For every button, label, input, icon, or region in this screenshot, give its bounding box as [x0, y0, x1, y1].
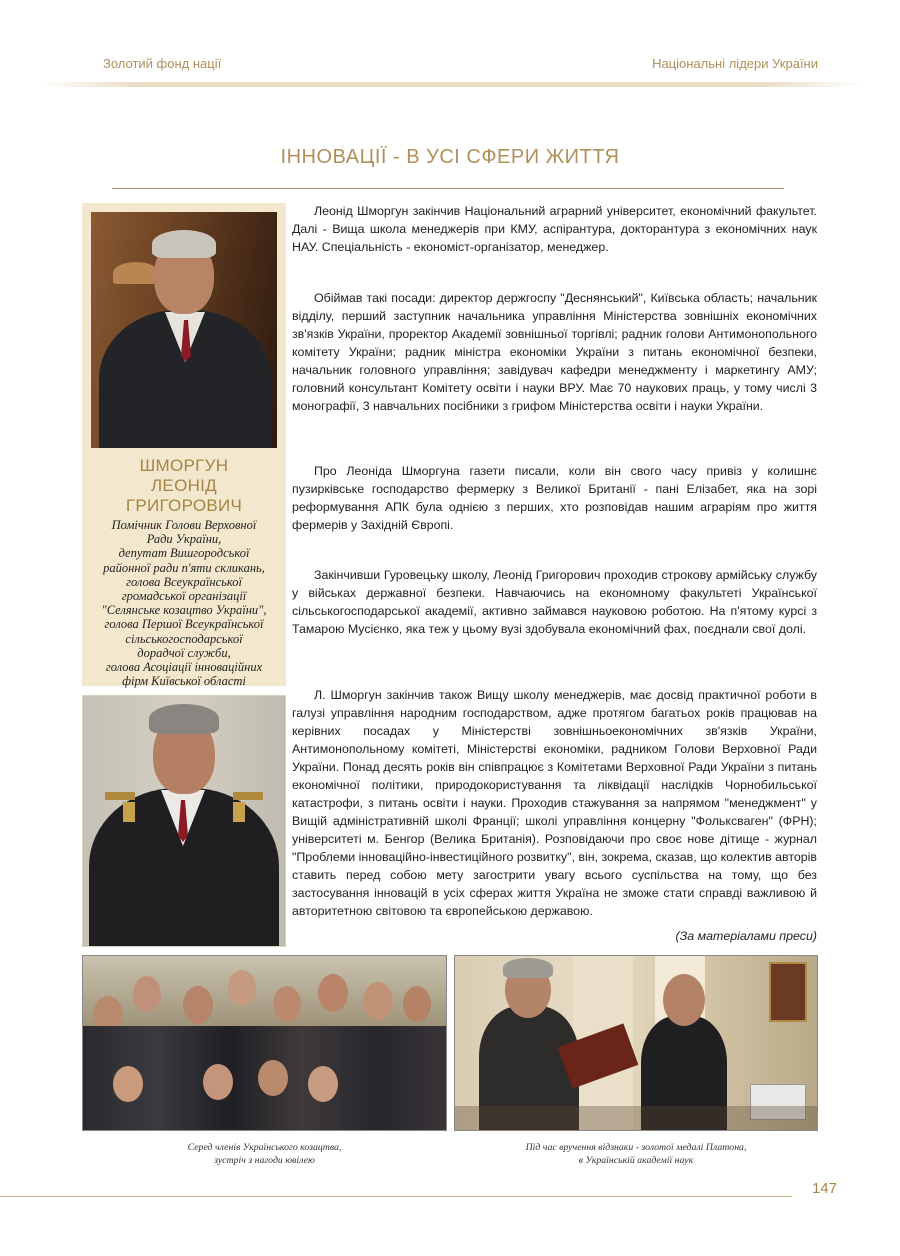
bio-line: голова Першої Всеукраїнської	[104, 617, 264, 632]
profile-bio	[82, 518, 286, 688]
page-number: 147	[811, 1180, 837, 1197]
bio-line: голова Асоціації інноваційних	[105, 660, 263, 675]
bio-line: Ради України,	[146, 532, 222, 547]
profile-name-block	[82, 456, 286, 688]
surname: ШМОРГУН	[139, 456, 229, 475]
group-photo	[82, 955, 447, 1131]
caption-line: Серед членів Українського козацтва,	[187, 1142, 342, 1153]
article-paragraph: Про Леоніда Шморгуна газети писали, коли він свого часу привіз у колишнє пузирківське господарство фермерку з Великої Британії - пані Елізабет, яка на зорі реформування АПК була однією з перших, хто розповідав нашим аграріям про життя фермерів у Західній Європі.	[292, 464, 817, 532]
bio-line: фірм Київської області	[122, 674, 246, 689]
article-source: (За матеріалами преси)	[675, 929, 817, 943]
caption-line: в Українській академії наук	[578, 1155, 694, 1166]
bio-line: Помічник Голови Верховної	[111, 518, 257, 532]
running-header-right: Національні лідери України	[652, 56, 818, 71]
first-name: ЛЕОНІД	[150, 476, 218, 495]
article-paragraph: Леонід Шморгун закінчив Національний аграрний університет, економічний факультет. Далі - Вища школа менеджерів при КМУ, аспірантура, докторантура з економічних наук НАУ. Спеціальність - економіст-організатор, менеджер.	[292, 204, 817, 254]
bio-line: районної ради п'яти скликань,	[103, 560, 265, 575]
bio-line: "Селянське козацтво України",	[101, 603, 267, 618]
article-paragraph: Закінчивши Гуровецьку школу, Леонід Григорович проходив строкову армійську службу у військах державної безпеки. Навчаючись на економному факультеті Української сільськогосподарської академії, активно займався науковою роботою. На п'ятому курсі з Тамарою Мусієнко, яка теж у цьому вузі здобувала економічний фах, поєднали свої долі.	[292, 568, 817, 636]
article-title: ІННОВАЦІЇ - В УСІ СФЕРИ ЖИТТЯ	[280, 146, 620, 168]
bio-line: голова Всеукраїнської	[126, 574, 242, 589]
bio-line: сільськогосподарської	[125, 631, 243, 646]
uniform-portrait-photo	[82, 695, 286, 947]
footer-divider	[0, 1196, 792, 1197]
header-divider	[40, 82, 860, 87]
title-divider	[112, 188, 784, 189]
portrait-photo	[91, 212, 277, 448]
photo-caption-left	[82, 1141, 447, 1167]
bio-line: дорадчої служби,	[137, 645, 231, 660]
caption-line: Під час вручення відзнаки - золотої медалі Платона,	[525, 1142, 747, 1153]
article-paragraph: Обіймав такі посади: директор держгоспу "Деснянський", Київська область; начальник відділу, перший заступник начальника управління Міністерства зовнішніх економічних зв'язків України, проректор Академії зовнішньої торгівлі; радник голови Антимонопольного комітету України; радник міністра економіки України з питань економічної безпеки, начальник головного управління; завідувач кафедри менеджменту і маркетингу АМУ; головний консультант Комітету освіти і науки ВРУ. Має 70 наукових праць, у тому числі 3 монографії, 3 навчальних посібники з грифом Міністерства освіти і науки України.	[292, 291, 817, 413]
running-header-left: Золотий фонд нації	[103, 56, 222, 71]
award-ceremony-photo	[454, 955, 818, 1131]
patronymic: ГРИГОРОВИЧ	[125, 496, 243, 515]
article-paragraph: Л. Шморгун закінчив також Вищу школу менеджерів, має досвід практичної роботи в галузі управління народним господарством, адже протягом багатьох років працював на керівних посадах у Міністерстві зовнішньоекономічних зв'язків України, Антимонопольному комітеті, Міністерстві економіки, радником Голови Верховної Ради України. Понад десять років він співпрацює з Комітетами Верховної Ради України з питань економічної політики, природокористування та ліквідації наслідків Чорнобильської катастрофи, з питань освіти і науки. Проходив стажування за напрямом "менеджмент" у Вищій адміністративній школі Франції; школі управління концерну "Фольксваген" (ФРН); університеті м. Бенгор (Велика Британія). Розповідаючи про своє нове дітище - журнал "Проблеми інноваційно-інвестиційного розвитку", він, зокрема, сказав, що колектив авторів ставить перед собою мету загострити увагу всього суспільства на тому, що без застосування інновацій в усіх сферах життя Україна не зможе стати справді важливою й авторитетною світовою та європейською державою.	[292, 688, 817, 918]
bio-line: громадської організації	[121, 589, 247, 604]
caption-line: зустріч з нагоди ювілею	[214, 1155, 315, 1166]
photo-caption-right	[454, 1141, 818, 1167]
bio-line: депутат Вишгородської	[118, 546, 250, 561]
profile-sidebar	[82, 203, 286, 689]
